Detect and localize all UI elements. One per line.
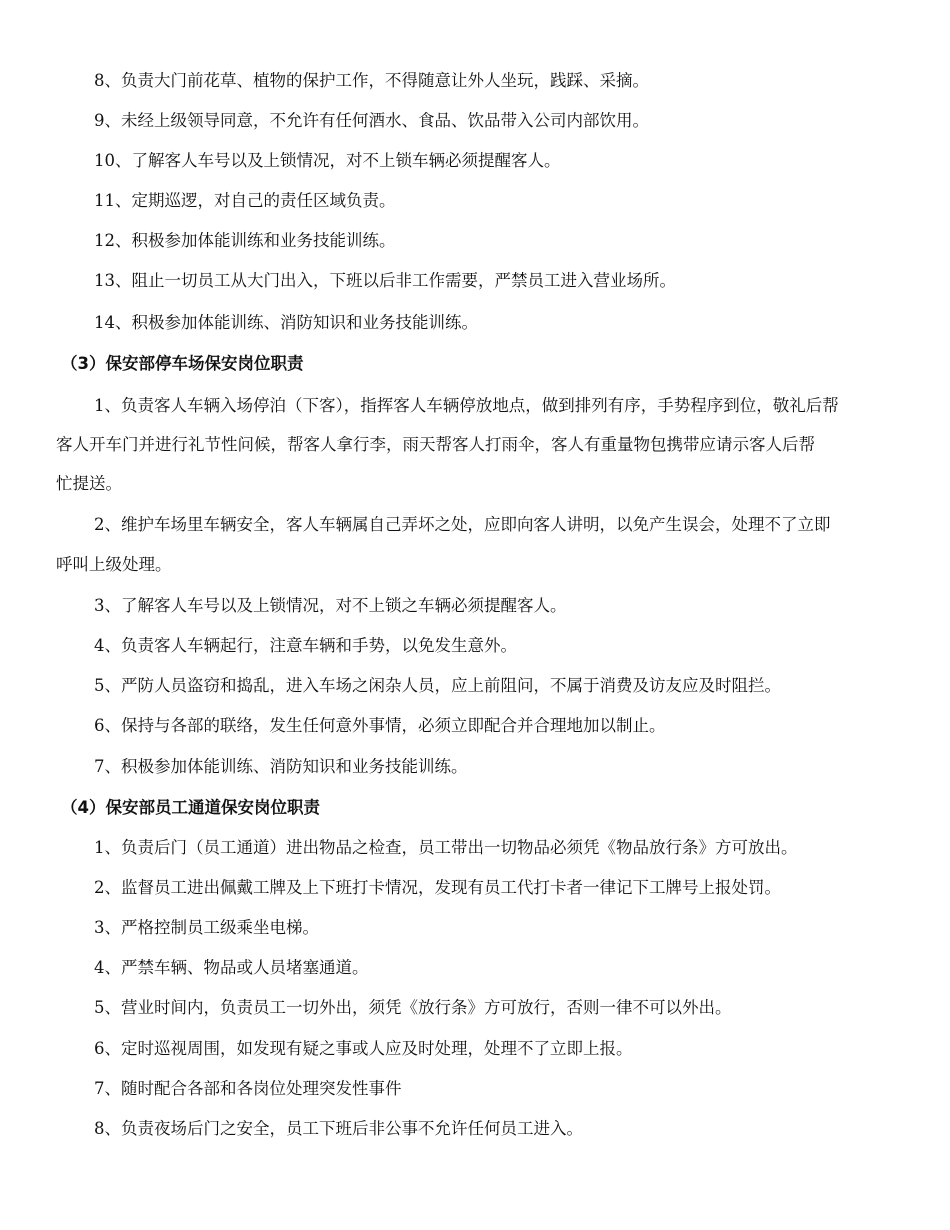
list-item: 5、严防人员盗窃和捣乱，进入车场之闲杂人员，应上前阻问，不属于消费及访友应及时阻拦。 bbox=[94, 676, 781, 695]
list-item-continuation: 忙提送。 bbox=[56, 474, 122, 493]
list-item: 1、负责后门（员工通道）进出物品之检查，员工带出一切物品必须凭《物品放行条》方可放出。 bbox=[94, 838, 798, 857]
list-item: 6、保持与各部的联络，发生任何意外事情，必须立即配合并合理地加以制止。 bbox=[94, 716, 666, 735]
list-item: 9、未经上级领导同意，不允许有任何酒水、食品、饮品带入公司内部饮用。 bbox=[94, 111, 649, 130]
list-item: 7、积极参加体能训练、消防知识和业务技能训练。 bbox=[94, 757, 468, 776]
list-item: 3、了解客人车号以及上锁情况，对不上锁之车辆必须提醒客人。 bbox=[94, 596, 567, 615]
section-heading: （4）保安部员工通道保安岗位职责 bbox=[61, 798, 320, 817]
list-item: 5、营业时间内，负责员工一切外出，须凭《放行条》方可放行，否则一律不可以外出。 bbox=[94, 998, 732, 1017]
list-item-continuation: 客人开车门并进行礼节性问候，帮客人拿行李，雨天帮客人打雨伞，客人有重量物包携带应请示客人后帮 bbox=[56, 435, 815, 454]
list-item: 2、监督员工进出佩戴工牌及上下班打卡情况，发现有员工代打卡者一律记下工牌号上报处罚。 bbox=[94, 878, 781, 897]
list-item-continuation: 呼叫上级处理。 bbox=[56, 555, 172, 574]
list-item: 10、了解客人车号以及上锁情况，对不上锁车辆必须提醒客人。 bbox=[94, 151, 561, 170]
list-item: 3、严格控制员工级乘坐电梯。 bbox=[94, 918, 319, 937]
list-item: 7、随时配合各部和各岗位处理突发性事件 bbox=[94, 1079, 402, 1098]
list-item: 11、定期巡逻，对自己的责任区域负责。 bbox=[94, 191, 396, 210]
list-item: 13、阻止一切员工从大门出入，下班以后非工作需要，严禁员工进入营业场所。 bbox=[94, 271, 676, 290]
list-item: 8、负责大门前花草、植物的保护工作，不得随意让外人坐玩，践踩、采摘。 bbox=[94, 71, 649, 90]
list-item: 1、负责客人车辆入场停泊（下客），指挥客人车辆停放地点，做到排列有序，手势程序到位，敬礼后帮 bbox=[94, 396, 839, 415]
list-item: 12、积极参加体能训练和业务技能训练。 bbox=[94, 231, 396, 250]
section-heading: （3）保安部停车场保安岗位职责 bbox=[61, 354, 304, 373]
list-item: 4、负责客人车辆起行，注意车辆和手势，以免发生意外。 bbox=[94, 636, 517, 655]
list-item: 2、维护车场里车辆安全，客人车辆属自己弄坏之处，应即向客人讲明，以免产生误会，处理不了立即 bbox=[94, 515, 831, 534]
list-item: 14、积极参加体能训练、消防知识和业务技能训练。 bbox=[94, 313, 478, 332]
list-item: 4、严禁车辆、物品或人员堵塞通道。 bbox=[94, 958, 369, 977]
list-item: 6、定时巡视周围，如发现有疑之事或人应及时处理，处理不了立即上报。 bbox=[94, 1039, 633, 1058]
list-item: 8、负责夜场后门之安全，员工下班后非公事不允许任何员工进入。 bbox=[94, 1119, 583, 1138]
